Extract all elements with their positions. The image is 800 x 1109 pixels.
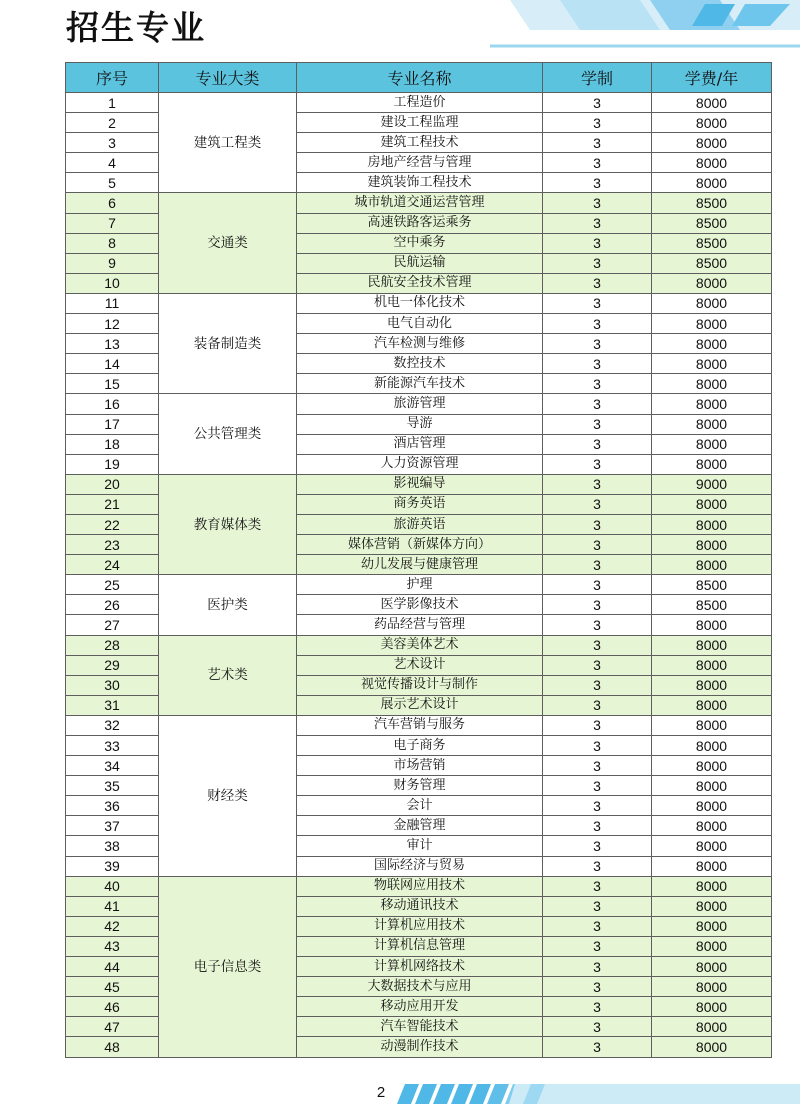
fee-cell: 8000 [652,434,772,454]
row-number: 47 [66,1017,159,1037]
row-number: 46 [66,997,159,1017]
category-cell: 财经类 [159,715,297,876]
row-number: 33 [66,736,159,756]
row-number: 17 [66,414,159,434]
major-name: 会计 [297,796,543,816]
header-fee: 学费/年 [652,63,772,93]
row-number: 30 [66,675,159,695]
category-cell: 艺术类 [159,635,297,715]
table-row [66,876,772,896]
row-number: 15 [66,374,159,394]
fee-cell: 8000 [652,695,772,715]
years-cell: 3 [543,334,652,354]
major-name: 建筑工程技术 [297,133,543,153]
major-name: 审计 [297,836,543,856]
major-name: 医学影像技术 [297,595,543,615]
major-name: 民航安全技术管理 [297,273,543,293]
years-cell: 3 [543,756,652,776]
years-cell: 3 [543,93,652,113]
row-number: 23 [66,535,159,555]
years-cell: 3 [543,1017,652,1037]
fee-cell: 8000 [652,876,772,896]
row-number: 34 [66,756,159,776]
major-name: 财务管理 [297,776,543,796]
years-cell: 3 [543,655,652,675]
table-row [66,715,772,735]
fee-cell: 8000 [652,394,772,414]
row-number: 40 [66,876,159,896]
major-name: 建设工程监理 [297,113,543,133]
years-cell: 3 [543,595,652,615]
years-cell: 3 [543,535,652,555]
major-name: 汽车营销与服务 [297,715,543,735]
major-name: 美容美体艺术 [297,635,543,655]
major-name: 计算机信息管理 [297,936,543,956]
major-name: 金融管理 [297,816,543,836]
row-number: 48 [66,1037,159,1057]
years-cell: 3 [543,434,652,454]
table-row [66,293,772,313]
major-name: 酒店管理 [297,434,543,454]
years-cell: 3 [543,213,652,233]
major-name: 视觉传播设计与制作 [297,675,543,695]
years-cell: 3 [543,997,652,1017]
row-number: 18 [66,434,159,454]
row-number: 8 [66,233,159,253]
major-name: 动漫制作技术 [297,1037,543,1057]
category-cell: 医护类 [159,575,297,635]
category-cell: 建筑工程类 [159,93,297,193]
years-cell: 3 [543,253,652,273]
major-name: 新能源汽车技术 [297,374,543,394]
row-number: 36 [66,796,159,816]
years-cell: 3 [543,273,652,293]
years-cell: 3 [543,776,652,796]
years-cell: 3 [543,193,652,213]
fee-cell: 8000 [652,635,772,655]
row-number: 29 [66,655,159,675]
years-cell: 3 [543,394,652,414]
fee-cell: 8000 [652,454,772,474]
table-row [66,394,772,414]
fee-cell: 8000 [652,374,772,394]
fee-cell: 8000 [652,796,772,816]
row-number: 38 [66,836,159,856]
major-name: 艺术设计 [297,655,543,675]
major-name: 商务英语 [297,494,543,514]
fee-cell: 8500 [652,213,772,233]
fee-cell: 8500 [652,233,772,253]
row-number: 6 [66,193,159,213]
row-number: 9 [66,253,159,273]
years-cell: 3 [543,133,652,153]
fee-cell: 8000 [652,153,772,173]
page-number: 2 [376,1084,386,1101]
major-name: 人力资源管理 [297,454,543,474]
category-cell: 电子信息类 [159,876,297,1057]
major-name: 移动应用开发 [297,997,543,1017]
years-cell: 3 [543,354,652,374]
row-number: 10 [66,273,159,293]
row-number: 32 [66,715,159,735]
years-cell: 3 [543,876,652,896]
row-number: 20 [66,474,159,494]
table-row [66,575,772,595]
fee-cell: 9000 [652,474,772,494]
years-cell: 3 [543,936,652,956]
fee-cell: 8000 [652,736,772,756]
majors-table [65,62,772,1058]
row-number: 26 [66,595,159,615]
row-number: 21 [66,494,159,514]
fee-cell: 8000 [652,555,772,575]
years-cell: 3 [543,916,652,936]
major-name: 高速铁路客运乘务 [297,213,543,233]
fee-cell: 8000 [652,1017,772,1037]
row-number: 28 [66,635,159,655]
row-number: 41 [66,896,159,916]
row-number: 1 [66,93,159,113]
fee-cell: 8000 [652,334,772,354]
major-name: 移动通讯技术 [297,896,543,916]
row-number: 11 [66,293,159,313]
major-name: 工程造价 [297,93,543,113]
years-cell: 3 [543,957,652,977]
fee-cell: 8000 [652,615,772,635]
fee-cell: 8000 [652,957,772,977]
row-number: 16 [66,394,159,414]
years-cell: 3 [543,675,652,695]
major-name: 电气自动化 [297,314,543,334]
years-cell: 3 [543,896,652,916]
fee-cell: 8000 [652,494,772,514]
fee-cell: 8000 [652,655,772,675]
category-cell: 教育媒体类 [159,474,297,574]
fee-cell: 8000 [652,675,772,695]
major-name: 旅游管理 [297,394,543,414]
fee-cell: 8000 [652,273,772,293]
header-years: 学制 [543,63,652,93]
major-name: 媒体营销（新媒体方向） [297,535,543,555]
row-number: 7 [66,213,159,233]
fee-cell: 8000 [652,997,772,1017]
years-cell: 3 [543,233,652,253]
fee-cell: 8000 [652,173,772,193]
years-cell: 3 [543,153,652,173]
fee-cell: 8000 [652,856,772,876]
row-number: 2 [66,113,159,133]
years-cell: 3 [543,856,652,876]
major-name: 大数据技术与应用 [297,977,543,997]
table-header-row [66,63,772,93]
category-cell: 装备制造类 [159,293,297,393]
years-cell: 3 [543,314,652,334]
years-cell: 3 [543,293,652,313]
years-cell: 3 [543,715,652,735]
fee-cell: 8000 [652,113,772,133]
major-name: 电子商务 [297,736,543,756]
footer-stripe-decoration [395,1080,800,1109]
row-number: 13 [66,334,159,354]
years-cell: 3 [543,454,652,474]
major-name: 民航运输 [297,253,543,273]
fee-cell: 8000 [652,715,772,735]
major-name: 市场营销 [297,756,543,776]
fee-cell: 8000 [652,776,772,796]
major-name: 护理 [297,575,543,595]
header-no: 序号 [66,63,159,93]
fee-cell: 8000 [652,93,772,113]
fee-cell: 8000 [652,293,772,313]
fee-cell: 8500 [652,575,772,595]
major-name: 计算机应用技术 [297,916,543,936]
fee-cell: 8000 [652,896,772,916]
major-name: 幼儿发展与健康管理 [297,555,543,575]
years-cell: 3 [543,474,652,494]
major-name: 旅游英语 [297,514,543,534]
years-cell: 3 [543,555,652,575]
fee-cell: 8000 [652,936,772,956]
row-number: 37 [66,816,159,836]
years-cell: 3 [543,695,652,715]
years-cell: 3 [543,796,652,816]
table-row [66,193,772,213]
row-number: 14 [66,354,159,374]
row-number: 4 [66,153,159,173]
years-cell: 3 [543,514,652,534]
fee-cell: 8000 [652,414,772,434]
major-name: 导游 [297,414,543,434]
years-cell: 3 [543,494,652,514]
header-category: 专业大类 [159,63,297,93]
major-name: 汽车检测与维修 [297,334,543,354]
years-cell: 3 [543,113,652,133]
table-row [66,635,772,655]
row-number: 12 [66,314,159,334]
row-number: 24 [66,555,159,575]
row-number: 27 [66,615,159,635]
years-cell: 3 [543,816,652,836]
major-name: 影视编导 [297,474,543,494]
row-number: 3 [66,133,159,153]
major-name: 展示艺术设计 [297,695,543,715]
category-cell: 公共管理类 [159,394,297,474]
years-cell: 3 [543,173,652,193]
years-cell: 3 [543,635,652,655]
fee-cell: 8000 [652,1037,772,1057]
fee-cell: 8000 [652,354,772,374]
fee-cell: 8000 [652,756,772,776]
fee-cell: 8500 [652,595,772,615]
table-row [66,474,772,494]
fee-cell: 8500 [652,253,772,273]
page-title: 招生专业 [66,8,206,47]
major-name: 汽车智能技术 [297,1017,543,1037]
years-cell: 3 [543,836,652,856]
fee-cell: 8000 [652,816,772,836]
major-name: 物联网应用技术 [297,876,543,896]
fee-cell: 8000 [652,535,772,555]
years-cell: 3 [543,575,652,595]
major-name: 房地产经营与管理 [297,153,543,173]
fee-cell: 8000 [652,916,772,936]
major-name: 国际经济与贸易 [297,856,543,876]
table-row [66,93,772,113]
years-cell: 3 [543,1037,652,1057]
row-number: 25 [66,575,159,595]
years-cell: 3 [543,977,652,997]
row-number: 22 [66,514,159,534]
fee-cell: 8000 [652,977,772,997]
major-name: 城市轨道交通运营管理 [297,193,543,213]
years-cell: 3 [543,414,652,434]
years-cell: 3 [543,736,652,756]
fee-cell: 8000 [652,514,772,534]
header-stripe-decoration [490,0,800,48]
row-number: 43 [66,936,159,956]
major-name: 建筑装饰工程技术 [297,173,543,193]
fee-cell: 8000 [652,836,772,856]
category-cell: 交通类 [159,193,297,293]
major-name: 计算机网络技术 [297,957,543,977]
row-number: 5 [66,173,159,193]
row-number: 39 [66,856,159,876]
major-name: 机电一体化技术 [297,293,543,313]
row-number: 35 [66,776,159,796]
years-cell: 3 [543,374,652,394]
major-name: 空中乘务 [297,233,543,253]
row-number: 42 [66,916,159,936]
fee-cell: 8000 [652,314,772,334]
row-number: 45 [66,977,159,997]
row-number: 44 [66,957,159,977]
header-major: 专业名称 [297,63,543,93]
fee-cell: 8000 [652,133,772,153]
table-body [66,93,772,1058]
row-number: 19 [66,454,159,474]
major-name: 药品经营与管理 [297,615,543,635]
years-cell: 3 [543,615,652,635]
row-number: 31 [66,695,159,715]
fee-cell: 8500 [652,193,772,213]
major-name: 数控技术 [297,354,543,374]
